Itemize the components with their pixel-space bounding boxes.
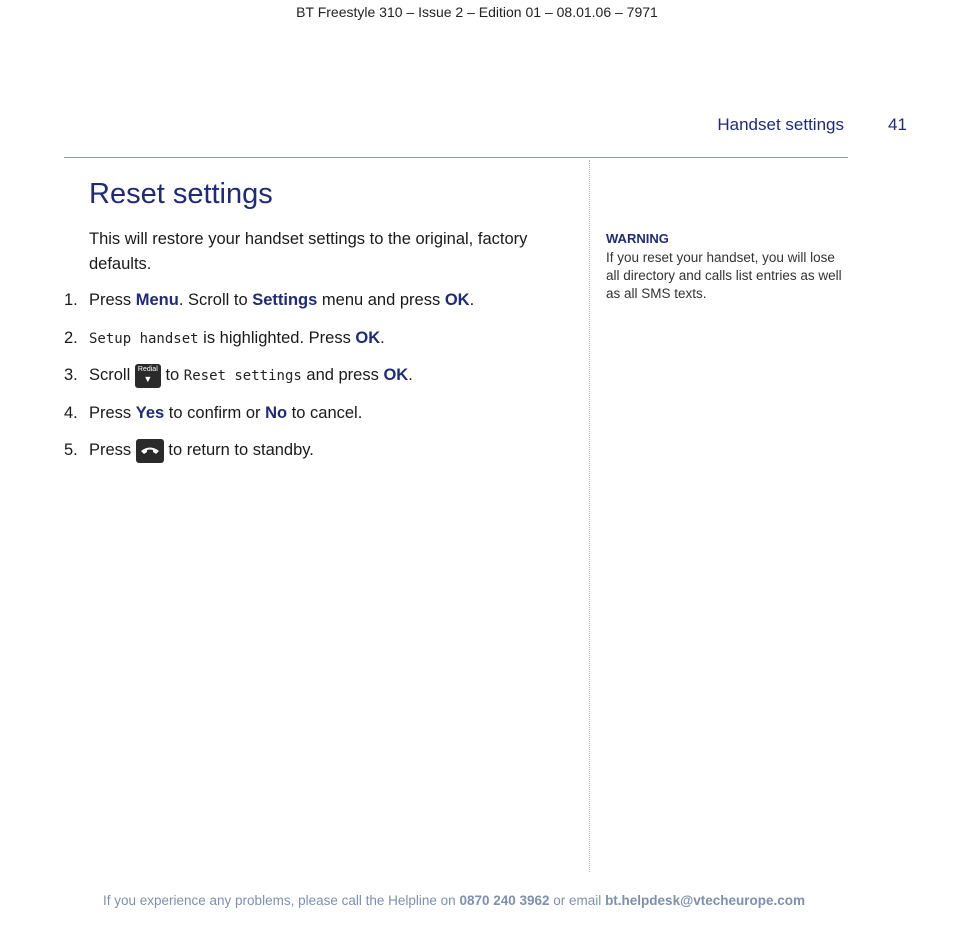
step-text: Press (89, 441, 136, 459)
step-1 (64, 288, 474, 312)
step-number: 2. (64, 329, 78, 347)
warning-title: WARNING (606, 231, 669, 246)
step-number: 5. (64, 441, 78, 459)
step-text: . (380, 329, 385, 347)
display-text-setup-handset: Setup handset (89, 331, 199, 347)
down-arrow-icon: ▼ (143, 373, 153, 384)
redial-down-key-icon (135, 364, 161, 388)
step-2 (64, 326, 385, 351)
keyword-yes: Yes (135, 404, 165, 422)
step-text: Press (89, 404, 136, 422)
step-number: 1. (64, 291, 78, 309)
step-4 (64, 401, 362, 425)
step-text: menu and press (317, 291, 445, 309)
intro-text: This will restore your handset settings to the original, factory defaults. (89, 230, 528, 273)
step-text: Scroll (89, 366, 135, 384)
keyword-ok: OK (444, 291, 470, 309)
footer-text: If you experience any problems, please call the Helpline on (102, 893, 460, 908)
step-text: to cancel. (287, 404, 363, 422)
redial-label: Redial (137, 365, 158, 373)
warning-text: If you reset your handset, you will lose all directory and calls list entries as well as all SMS texts. (606, 250, 842, 301)
step-text: to confirm or (164, 404, 266, 422)
keyword-ok: OK (383, 366, 409, 384)
step-number: 4. (64, 404, 78, 422)
footer-text: or email (549, 893, 606, 908)
keyword-ok: OK (355, 329, 381, 347)
step-text: to return to standby. (168, 441, 314, 459)
page-heading: Reset settings (89, 178, 273, 210)
end-call-key-icon (136, 439, 164, 463)
column-divider (589, 160, 590, 872)
page-number: 41 (888, 115, 907, 134)
keyword-menu: Menu (135, 291, 179, 309)
keyword-settings: Settings (252, 291, 318, 309)
document-info: BT Freestyle 310 – Issue 2 – Edition 01 – 08.01.06 – 7971 (296, 4, 658, 20)
step-number: 3. (64, 366, 78, 384)
keyword-no: No (265, 404, 288, 422)
step-text: . (469, 291, 475, 309)
step-3 (64, 363, 413, 388)
helpdesk-email: bt.helpdesk@vtecheurope.com (605, 893, 806, 908)
step-text: is highlighted. Press (198, 329, 356, 347)
footer-helpline (0, 893, 908, 908)
helpline-number: 0870 240 3962 (459, 893, 550, 908)
step-text: and press (301, 366, 384, 384)
step-text: . (408, 366, 413, 384)
section-title: Handset settings (717, 115, 844, 134)
step-text: Press (89, 291, 136, 309)
header-rule (64, 157, 848, 158)
step-text: . Scroll to (178, 291, 253, 309)
step-text: to (165, 366, 184, 384)
step-5 (64, 438, 314, 463)
display-text-reset-settings: Reset settings (183, 368, 302, 384)
